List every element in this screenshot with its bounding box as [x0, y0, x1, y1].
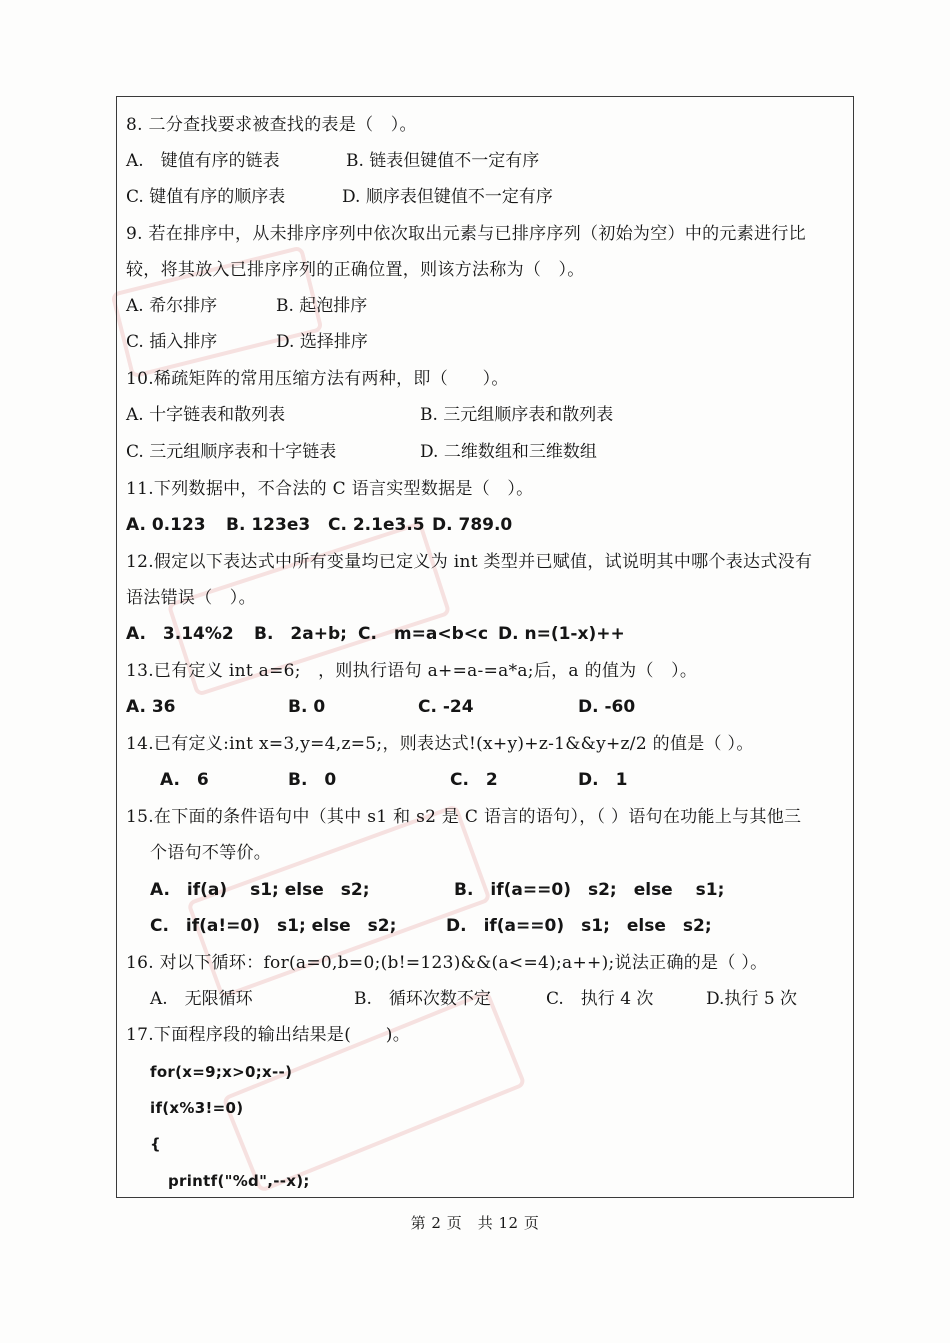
q17-code-line2: if(x%3!=0) — [150, 1099, 244, 1117]
q11-option-c: C. 2.1e3.5 — [328, 515, 425, 535]
question-15-stem-line1: 15.在下面的条件语句中（其中 s1 和 s2 是 C 语言的语句），（ ）语句在功能上与其他三 — [126, 807, 802, 827]
q16-option-a: A. 无限循环 — [150, 989, 253, 1009]
q10-option-b: B. 三元组顺序表和散列表 — [420, 405, 614, 425]
q16-option-c: C. 执行 4 次 — [546, 989, 654, 1009]
q15-option-c: C. if(a!=0) s1; else s2; — [150, 916, 397, 936]
q14-option-d: D. 1 — [578, 770, 628, 790]
q17-code-line4: printf("%d",--x); — [168, 1172, 310, 1190]
q8-option-c: C. 键值有序的顺序表 — [126, 187, 286, 207]
q17-code-line3: { — [150, 1135, 161, 1153]
q17-code-line1: for(x=9;x>0;x--) — [150, 1063, 293, 1081]
question-12-stem-line1: 12.假定以下表达式中所有变量均已定义为 int 类型并已赋值，试说明其中哪个表达式没有 — [126, 552, 813, 572]
q9-option-c: C. 插入排序 — [126, 332, 218, 352]
question-11-stem: 11.下列数据中，不合法的 C 语言实型数据是（ ）。 — [126, 479, 534, 499]
q16-option-b: B. 循环次数不定 — [354, 989, 491, 1009]
q10-option-d: D. 二维数组和三维数组 — [420, 442, 597, 462]
q11-option-b: B. 123e3 — [226, 515, 311, 535]
question-10-stem: 10.稀疏矩阵的常用压缩方法有两种，即（ ）。 — [126, 369, 509, 389]
q8-option-b: B. 链表但键值不一定有序 — [346, 151, 540, 171]
q9-option-a: A. 希尔排序 — [126, 296, 218, 316]
q14-option-c: C. 2 — [450, 770, 498, 790]
question-12-stem-line2: 语法错误（ ）。 — [126, 588, 256, 608]
q10-option-c: C. 三元组顺序表和十字链表 — [126, 442, 337, 462]
question-9-stem-line2: 较，将其放入已排序序列的正确位置，则该方法称为（ ）。 — [126, 260, 585, 280]
question-17-stem: 17.下面程序段的输出结果是( )。 — [126, 1025, 410, 1045]
q13-option-a: A. 36 — [126, 697, 176, 717]
q8-option-a: A. 键值有序的链表 — [126, 151, 280, 171]
q14-option-a: A. 6 — [160, 770, 209, 790]
q15-option-b: B. if(a==0) s2; else s1; — [454, 880, 725, 900]
q13-option-b: B. 0 — [288, 697, 326, 717]
q12-option-b: B. 2a+b; — [254, 624, 347, 644]
q13-option-d: D. -60 — [578, 697, 636, 717]
q11-option-a: A. 0.123 — [126, 515, 206, 535]
q14-option-b: B. 0 — [288, 770, 337, 790]
question-14-stem: 14.已有定义:int x=3,y=4,z=5;，则表达式!(x+y)+z-1&&y+z/2 的值是（ ）。 — [126, 734, 754, 754]
q15-option-a: A. if(a) s1; else s2; — [150, 880, 370, 900]
q15-option-d: D. if(a==0) s1; else s2; — [446, 916, 712, 936]
q10-option-a: A. 十字链表和散列表 — [126, 405, 286, 425]
question-9-stem-line1: 9. 若在排序中，从未排序序列中依次取出元素与已排序序列（初始为空）中的元素进行比 — [126, 224, 806, 244]
q8-option-d: D. 顺序表但键值不一定有序 — [342, 187, 553, 207]
q9-option-b: B. 起泡排序 — [276, 296, 368, 316]
page-number-footer: 第 2 页 共 12 页 — [410, 1214, 540, 1232]
q16-option-d: D.执行 5 次 — [706, 989, 798, 1009]
q12-option-d: D. n=(1-x)++ — [498, 624, 625, 644]
q12-option-c: C. m=a<b<c — [358, 624, 489, 644]
q12-option-a: A. 3.14%2 — [126, 624, 234, 644]
q11-option-d: D. 789.0 — [432, 515, 513, 535]
question-16-stem: 16. 对以下循环：for(a=0,b=0;(b!=123)&&(a<=4);a++);说法正确的是（ ）。 — [126, 953, 768, 973]
q9-option-d: D. 选择排序 — [276, 332, 368, 352]
question-13-stem: 13.已有定义 int a=6; ，则执行语句 a+=a-=a*a;后，a 的值为（ ）。 — [126, 661, 698, 681]
question-15-stem-line2: 个语句不等价。 — [150, 843, 272, 863]
question-8-stem: 8. 二分查找要求被查找的表是（ ）。 — [126, 115, 417, 135]
q13-option-c: C. -24 — [418, 697, 474, 717]
